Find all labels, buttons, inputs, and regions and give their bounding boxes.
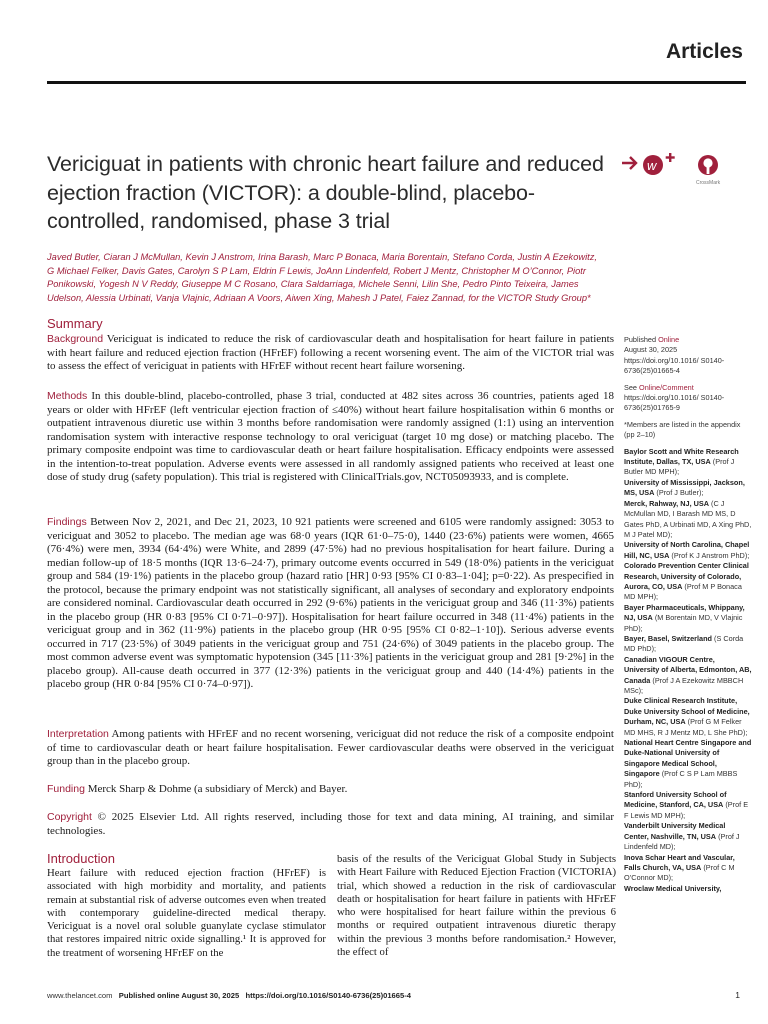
members-note: *Members are listed in the appendix (pp 2–10) [624, 419, 741, 440]
affiliation-institution: Canadian VIGOUR Centre, University of Alberta, Edmonton, AB, Canada [624, 654, 752, 685]
affiliation-item [624, 499, 752, 541]
published-note: Published Online August 30, 2025 https://doi.org/10.1016/ S0140-6736(25)01665-4 [624, 335, 725, 376]
affiliation-item [624, 447, 752, 478]
interpretation-label: Interpretation [47, 728, 109, 740]
affiliation-people: (Prof M P Bonaca MD MPH); [624, 581, 742, 602]
copyright-paragraph [47, 811, 614, 838]
affiliation-institution: Colorado Prevention Center Clinical Research, University of Colorado, Aurora, CO, USA [624, 561, 749, 591]
sidebar [624, 335, 752, 894]
affiliation-people: (Prof K J Anstrom PhD); [669, 550, 750, 560]
affiliation-institution: University of Mississippi, Jackson, MS, USA [624, 477, 745, 498]
affiliation-institution: Vanderbilt University Medical Center, Nashville, TN, USA [624, 821, 726, 841]
affiliation-item [624, 790, 752, 821]
funding-paragraph [47, 783, 614, 797]
affiliation-institution: Wroclaw Medical University, [624, 883, 722, 893]
section-label: Articles [665, 40, 743, 63]
affiliation-item [624, 478, 752, 499]
top-rule [47, 81, 746, 84]
affiliation-people: (Prof C S P Lam MBBS PhD); [624, 769, 738, 789]
affiliation-institution: Bayer Pharmaceuticals, Whippany, NJ, USA [624, 602, 745, 623]
introduction-column-1: Heart failure with reduced ejection fraction (HFrEF) is associated with high morbidity and mortality, and patients remain at substantial risk of adverse outcomes even when treated with contemporary guideline-directed medical therapy. Vericiguat is a novel oral soluble guanylate cyclase stimulator that restores impaired nitric oxide signalling.¹ It is approved for the treatment of worsening HFrEF on the [47, 867, 326, 959]
affiliation-institution: Merck, Rahway, NJ, USA [624, 498, 710, 508]
affiliation-institution: University of North Carolina, Chapel Hill, NC, USA [624, 540, 750, 560]
affiliations [624, 447, 752, 894]
affiliation-people: (M Borentain MD, V Vlajnic PhD); [624, 613, 743, 633]
affiliation-item [624, 853, 752, 884]
online-link[interactable]: Online [658, 335, 680, 344]
author-list: Javed Butler, Ciaran J McMullan, Kevin J Anstrom, Irina Barash, Marc P Bonaca, Maria Borentain, Stefano Corda, Justin A Ezekowitz, G Michael Felker, Davis Gates, Carolyn S P Lam, Eldrin F Lewis, JoAnn Lindenfeld, Robert J Mentz, Christopher M O’Connor, Piotr Ponikowski, Yogesh N V Reddy, Giuseppe M C Rosano, Clara Saldarriaga, Michele Senni, Lilin She, Pedro Pinto Teixeira, James Udelson, Alessia Urbinati, Vanja Vlajnic, Adriaan A Voors, Aiwen Xing, Mahesh J Patel, Faiez Zannad, for the VICTOR Study Group* [47, 252, 597, 303]
globe-icon[interactable] [643, 155, 663, 175]
interpretation-paragraph [47, 728, 614, 769]
affiliation-item [624, 634, 752, 655]
copyright-label: Copyright [47, 811, 92, 823]
funding-label: Funding [47, 783, 85, 795]
summary-heading: Summary [47, 316, 103, 331]
badges-graphic [620, 153, 740, 187]
affiliation-item [624, 821, 752, 852]
background-paragraph [47, 333, 614, 374]
affiliation-people: (Prof G M Felker MD MHS, R J Mentz MD, L She PhD); [624, 717, 748, 737]
svg-text:w: w [647, 158, 657, 173]
footer-published: Published online August 30, 2025 [118, 991, 240, 1000]
affiliation-item [624, 561, 752, 603]
methods-label: Methods [47, 390, 88, 402]
affiliation-item [624, 603, 752, 634]
crossmark-icon[interactable] [698, 155, 718, 175]
affiliation-institution: Baylor Scott and White Research Institute, Dallas, TX, USA [624, 446, 739, 467]
comment-link[interactable]: Online/Comment [639, 382, 694, 392]
footer-doi[interactable]: https://doi.org/10.1016/S0140-6736(25)01665-4 [245, 991, 411, 1000]
comment-doi[interactable]: https://doi.org/10.1016/ S0140-6736(25)01765-9 [624, 393, 725, 413]
arrow-icon [622, 157, 636, 169]
affiliation-item [624, 696, 752, 738]
affiliation-people: (Prof C M O’Connor MD); [624, 862, 735, 883]
plus-icon [666, 153, 675, 162]
affiliation-item [624, 655, 752, 697]
page-number: 1 [735, 990, 740, 1000]
methods-paragraph [47, 390, 614, 485]
copyright-text: © 2025 Elsevier Ltd. All rights reserved, including those for text and data mining, AI training, and similar technologies. [47, 811, 615, 837]
affiliation-people: (Prof J Lindenfeld MD); [624, 831, 740, 852]
findings-label: Findings [47, 516, 87, 528]
affiliation-institution: Duke Clinical Research Institute, Duke University School of Medicine, Durham, NC, USA [624, 696, 750, 727]
article-badges [620, 153, 740, 185]
footer [47, 991, 411, 1000]
affiliation-item [624, 884, 752, 894]
affiliation-people: (Prof J Butler); [654, 488, 704, 498]
affiliation-people: (S Corda MD PhD); [624, 633, 744, 654]
affiliation-people: (C J McMullan MD, I Barash MD MS, D Gates PhD, A Urbinati MD, A Xing PhD, M J Patel MD); [624, 498, 752, 539]
funding-text: Merck Sharp & Dohme (a subsidiary of Merck) and Bayer. [87, 783, 348, 795]
background-label: Background [47, 333, 104, 345]
affiliation-item [624, 738, 752, 790]
interpretation-text: Among patients with HFrEF and no recent worsening, vericiguat did not reduce the risk of a composite endpoint of time to cardiovascular death or heart failure hospitalisation. Fewer cardiovascular deaths were observed in the vericiguat group than in the placebo group. [47, 728, 614, 767]
methods-text: In this double-blind, placebo-controlled, phase 3 trial, conducted at 482 sites across 36 countries, patients aged 18 years or older with HFrEF (left ventricular ejection fraction of ≤40%) without heart failure hospitalisation within 6 months or outpatient intravenous diuretic use within 3 months before randomisation were randomly assigned (1:1) using an intervention randomisation system with interactive response technology to oral vericiguat (target 10 mg dose) or matching placebo. The primary composite endpoint was time to cardiovascular death or heart failure hospitalisation. Efficacy endpoints were assessed in the intention-to-treat population. Adverse events were assessed in all randomly assigned patients who received at least one dose of study drug (safety population). This trial is registered with ClinicalTrials.gov, NCT05093933, and is complete. [47, 390, 615, 483]
affiliation-institution: Inova Schar Heart and Vascular, Falls Church, VA, USA [624, 852, 735, 872]
affiliation-item [624, 540, 752, 561]
affiliation-people: (Prof J Butler MD MPH); [624, 457, 735, 477]
crossmark-label: CrossMark [696, 180, 721, 186]
affiliation-institution: National Heart Centre Singapore and Duke-National University of Singapore Medical School, Singapore [624, 738, 752, 779]
findings-text: Between Nov 2, 2021, and Dec 21, 2023, 10 921 patients were screened and 6105 were randomly assigned: 3053 to vericiguat and 3052 to placebo. The median age was 68·0 years (IQR 61·0–75·0), 1440 (23·6%) patients were women, 4665 (76·4%) were men, 3934 (64·4%) were White, and 2899 (47·5%) had no previous hospitalisation for heart failure. During a median follow-up of 18·5 months (IQR 13·6–24·7), primary outcome events occurred in 549 (18·0%) patients in the vericiguat group and 584 (19·1%) patients in the placebo group (hazard ratio [HR] 0·93 [95% CI 0·83–1·04]; p=0·22). As prespecified in the protocol, because the primary endpoint was not statistically significant, all analyses of secondary and exploratory endpoints are considered nominal. Cardiovascular death occurred in 292 (9·6%) patients in the vericiguat group and 346 (11·3%) patients in the placebo group (HR 0·83 [95% CI 0·71–0·97]). Hospitalisation for heart failure occurred in 348 (11·4%) patients in the vericiguat group and in 362 (11·9%) patients in the placebo group (HR 0·95 [95% CI 0·82–1·10]). Serious adverse events occurred in 717 (23·5%) of 3049 patients in the vericiguat group and 751 (24·6%) of 3049 patients in the placebo group. The most common adverse event was symptomatic hypotension (345 [11·3%] patients in the vericiguat group and 281 [9·2%] in the placebo group). All-cause death occurred in 377 (12·3%) patients in the vericiguat group and 440 (14·4%) patients in the placebo group (HR 0·84 [95% CI 0·74–0·97]). [47, 516, 614, 690]
article-title: Vericiguat in patients with chronic heart failure and reduced ejection fraction (VICTOR): a double-blind, placebo-controlled, randomised, phase 3 trial [47, 152, 604, 233]
affiliation-people: (Prof E F Lewis MD MPH); [624, 800, 749, 820]
affiliation-institution: Bayer, Basel, Switzerland [624, 633, 713, 643]
footer-site[interactable]: www.thelancet.com [47, 991, 113, 1000]
affiliation-institution: Stanford University School of Medicine, Stanford, CA, USA [624, 790, 727, 810]
findings-paragraph [47, 516, 614, 692]
see-also-note: See Online/Comment https://doi.org/10.1016/ S0140-6736(25)01765-9 [624, 382, 725, 413]
introduction-column-2: basis of the results of the Vericiguat Global Study in Subjects with Heart Failure with Reduced Ejection Fraction (VICTORIA) trial, which showed a reduction in the risk of cardiovascular death or hospitalisation for heart failure in patients with HFrEF who were hospitalised for heart failure within the previous 6 months or required outpatient intravenous diuretic therapy within the previous 3 months before randomisation.² However, the effect of [337, 853, 616, 959]
affiliation-people: (Prof J A Ezekowitz MBBCH MSc); [624, 675, 744, 695]
background-text: Vericiguat is indicated to reduce the risk of cardiovascular death and hospitalisation for heart failure in patients with heart failure and reduced ejection fraction (HFrEF) following a recent worsening event. The aim of the VICTOR trial was to assess the effect of vericiguat in patients with HFrEF without recent heart failure worsening. [47, 333, 614, 372]
introduction-heading: Introduction [47, 851, 115, 866]
published-doi[interactable]: https://doi.org/10.1016/ S0140-6736(25)01665-4 [624, 355, 725, 376]
